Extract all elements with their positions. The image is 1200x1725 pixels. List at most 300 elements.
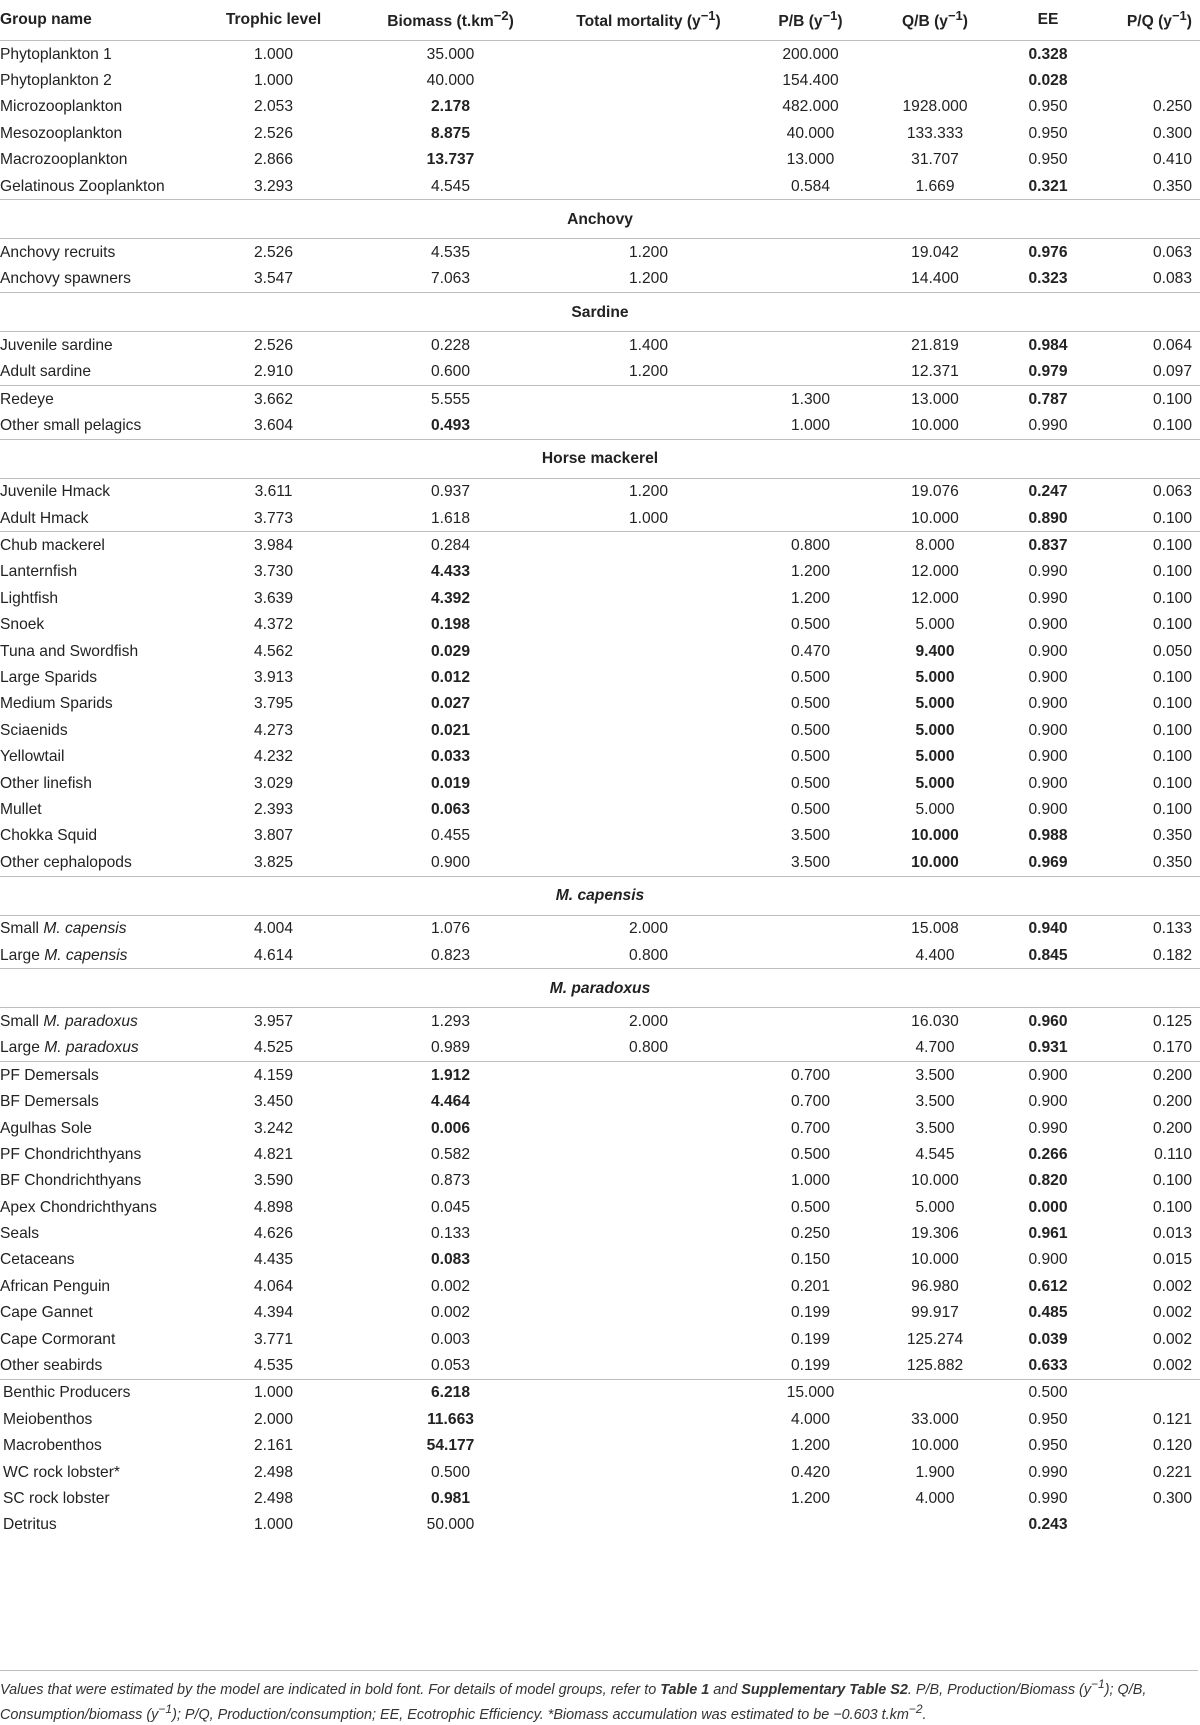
table-row: [0, 1512, 1200, 1538]
value-cell: 0.500: [430, 1463, 471, 1481]
group-name-cell: Apex Chondrichthyans: [0, 1198, 157, 1216]
table-row: [0, 585, 1200, 611]
value-cell: 14.400: [911, 270, 959, 288]
value-cell: 0.243: [1028, 1516, 1068, 1534]
table-row: [0, 1273, 1200, 1299]
value-cell: [549, 823, 748, 849]
value-cell: 12.371: [911, 363, 959, 381]
value-cell: 0.500: [790, 695, 831, 713]
value-cell: 0.500: [790, 774, 831, 792]
table-footnote: Values that were estimated by the model are indicated in bold font. For details of model groups, refer to Table 1 and Supplementary Table S2. P/B, Production/Biomass $(y^{-1})$; Q/B, Consumption/biomass $(y^{-1})$; P/Q, Production/consumption; EE, Ecotrophic Efficiency. *Biomass accumulation was estimated to be −0.603 $t.km^{-2}$.: [0, 1670, 1198, 1725]
value-cell: 0.979: [1028, 363, 1068, 381]
value-cell: 482.000: [782, 98, 839, 116]
value-cell: 35.000: [426, 45, 475, 63]
value-cell: 0.000: [1028, 1198, 1068, 1216]
value-cell: 0.937: [430, 483, 471, 501]
group-name-cell: Anchovy spawners: [0, 270, 131, 288]
value-cell: [748, 359, 873, 386]
group-name-cell: Phytoplankton 1: [0, 45, 112, 63]
value-cell: 0.002: [1152, 1357, 1192, 1375]
group-name-cell: Phytoplankton 2: [0, 72, 112, 90]
group-name-cell: Redeye: [0, 385, 195, 412]
value-cell: 0.900: [1028, 801, 1068, 818]
value-cell: 3.825: [253, 853, 294, 871]
value-cell: 0.063: [430, 801, 471, 818]
value-cell: 11.663: [427, 1410, 474, 1428]
value-cell: 0.125: [1152, 1012, 1192, 1030]
value-cell: 5.000: [915, 748, 955, 766]
value-cell: 0.120: [1152, 1437, 1192, 1455]
value-cell: 0.420: [790, 1463, 831, 1481]
value-cell: 33.000: [911, 1410, 959, 1428]
value-cell: 4.064: [253, 1277, 294, 1295]
table-row: [0, 532, 1200, 559]
group-name-cell: Lanternfish: [0, 563, 78, 581]
value-cell: 0.845: [1028, 946, 1068, 964]
value-cell: 0.015: [1152, 1251, 1192, 1269]
value-cell: [549, 147, 748, 173]
table-row: [0, 691, 1200, 717]
value-cell: 2.526: [253, 336, 294, 354]
value-cell: 5.000: [915, 616, 955, 634]
value-cell: [549, 120, 748, 146]
value-cell: 0.100: [1152, 801, 1192, 818]
value-cell: 4.433: [430, 563, 471, 581]
value-cell: 3.913: [253, 669, 294, 687]
value-cell: 0.500: [997, 1379, 1099, 1406]
value-cell: 0.900: [997, 1062, 1099, 1089]
column-header: Q/B $(y^{-1})$: [873, 0, 997, 41]
table-row: [0, 1300, 1200, 1326]
value-cell: 0.100: [1152, 695, 1192, 713]
value-cell: 0.900: [1028, 748, 1068, 766]
value-cell: [1099, 67, 1200, 93]
table-row: [0, 505, 1200, 532]
value-cell: 1.669: [915, 177, 955, 195]
value-cell: 0.170: [1152, 1039, 1192, 1057]
value-cell: 0.199: [790, 1304, 831, 1322]
value-cell: 1.000: [253, 1516, 294, 1534]
group-name-cell: BF Chondrichthyans: [0, 1172, 142, 1190]
group-name-cell: Microzooplankton: [0, 98, 123, 116]
value-cell: 0.900: [1028, 669, 1068, 687]
value-cell: 0.500: [790, 616, 831, 634]
value-cell: [549, 664, 748, 690]
value-cell: [549, 1485, 748, 1511]
value-cell: 99.917: [911, 1304, 959, 1322]
value-cell: 0.100: [1099, 532, 1200, 559]
value-cell: 0.350: [1152, 177, 1192, 195]
value-cell: 10.000: [911, 1437, 959, 1455]
value-cell: 3.984: [195, 532, 352, 559]
value-cell: 0.900: [1028, 695, 1068, 713]
value-cell: 0.410: [1152, 151, 1192, 169]
value-cell: 0.284: [352, 532, 549, 559]
value-cell: 4.372: [253, 616, 294, 634]
value-cell: [873, 41, 997, 68]
value-cell: 0.470: [790, 642, 831, 660]
value-cell: 0.328: [1028, 45, 1068, 63]
value-cell: 0.033: [430, 748, 471, 766]
group-name-cell: Macrozooplankton: [0, 151, 128, 169]
value-cell: 10.000: [911, 416, 959, 434]
value-cell: 0.981: [430, 1489, 471, 1507]
value-cell: 0.940: [1028, 920, 1068, 938]
value-cell: 3.604: [253, 416, 294, 434]
value-cell: 4.435: [253, 1251, 294, 1269]
value-cell: 0.201: [790, 1277, 831, 1295]
value-cell: 0.990: [1028, 1489, 1068, 1507]
section-header-row: [0, 200, 1200, 239]
value-cell: 15.000: [748, 1379, 873, 1406]
value-cell: 0.900: [1028, 1251, 1068, 1269]
group-name-cell: Medium Sparids: [0, 695, 113, 713]
value-cell: [549, 849, 748, 876]
value-cell: [549, 1352, 748, 1379]
value-cell: [549, 717, 748, 743]
value-cell: 5.000: [915, 774, 955, 792]
value-cell: 0.837: [997, 532, 1099, 559]
value-cell: 0.500: [790, 1198, 831, 1216]
value-cell: 40.000: [426, 72, 475, 90]
value-cell: [549, 796, 748, 822]
value-cell: [748, 478, 873, 505]
value-cell: 0.083: [430, 1251, 471, 1269]
value-cell: 7.063: [430, 270, 471, 288]
value-cell: [549, 1115, 748, 1141]
value-cell: [873, 1512, 997, 1538]
table-row: [0, 120, 1200, 146]
value-cell: 4.394: [253, 1304, 294, 1322]
value-cell: 19.042: [911, 243, 959, 261]
value-cell: [873, 67, 997, 93]
value-cell: 1.200: [790, 1437, 831, 1455]
value-cell: 0.300: [1152, 1489, 1192, 1507]
table-row: [0, 1433, 1200, 1459]
table-row: [0, 1247, 1200, 1273]
value-cell: [549, 1168, 748, 1194]
table-row: [0, 41, 1200, 68]
value-cell: 0.633: [1028, 1357, 1068, 1375]
table-row: [0, 1089, 1200, 1115]
value-cell: 0.182: [1152, 946, 1192, 964]
value-cell: 0.039: [1028, 1330, 1068, 1348]
value-cell: 1.912: [352, 1062, 549, 1089]
table-row: [0, 664, 1200, 690]
value-cell: [549, 1247, 748, 1273]
group-name-cell: SC rock lobster: [3, 1489, 110, 1507]
value-cell: 0.950: [1028, 124, 1068, 142]
value-cell: 1.900: [915, 1463, 955, 1481]
value-cell: 1.200: [790, 563, 831, 581]
value-cell: [748, 1512, 873, 1538]
value-cell: 0.200: [1099, 1062, 1200, 1089]
group-name-cell: Cape Cormorant: [0, 1330, 116, 1348]
value-cell: 0.003: [430, 1330, 471, 1348]
table-row: [0, 1326, 1200, 1352]
value-cell: 0.582: [430, 1145, 471, 1163]
value-cell: 0.100: [1152, 509, 1192, 527]
value-cell: 4.535: [253, 1357, 294, 1375]
value-cell: 2.526: [253, 243, 294, 261]
value-cell: 2.526: [253, 124, 294, 142]
value-cell: 0.823: [430, 946, 471, 964]
table-header-row: [0, 0, 1200, 41]
column-header: P/Q $(y^{-1})$: [1099, 0, 1200, 41]
value-cell: [549, 638, 748, 664]
value-cell: 0.100: [1152, 774, 1192, 792]
value-cell: 4.000: [790, 1410, 831, 1428]
section-header-row: [0, 293, 1200, 332]
value-cell: 0.950: [1028, 1437, 1068, 1455]
value-cell: 0.990: [1028, 1463, 1068, 1481]
value-cell: 10.000: [911, 853, 959, 871]
value-cell: [549, 532, 748, 559]
value-cell: 125.274: [906, 1330, 964, 1348]
section-label: M. paradoxus: [0, 969, 1200, 1008]
value-cell: 0.199: [790, 1330, 831, 1348]
value-cell: [549, 1300, 748, 1326]
group-name-cell: Adult sardine: [0, 363, 92, 381]
value-cell: 8.875: [430, 124, 471, 142]
value-cell: 0.900: [1028, 642, 1068, 660]
value-cell: 0.250: [1152, 98, 1192, 116]
value-cell: 0.900: [430, 853, 471, 871]
value-cell: 3.500: [873, 1062, 997, 1089]
value-cell: 4.464: [430, 1093, 471, 1111]
value-cell: 4.159: [195, 1062, 352, 1089]
table-row: [0, 478, 1200, 505]
value-cell: 0.990: [1028, 589, 1068, 607]
group-name-cell: Tuna and Swordfish: [0, 642, 139, 660]
value-cell: [549, 67, 748, 93]
value-cell: 0.121: [1152, 1410, 1192, 1428]
value-cell: 0.250: [790, 1225, 831, 1243]
table-row: [0, 770, 1200, 796]
value-cell: 40.000: [786, 124, 835, 142]
group-name-cell: Seals: [0, 1225, 40, 1243]
group-name-cell: Cape Gannet: [0, 1304, 93, 1322]
value-cell: 1928.000: [902, 98, 968, 116]
value-cell: [748, 942, 873, 969]
value-cell: 3.662: [195, 385, 352, 412]
table-row: [0, 1062, 1200, 1089]
value-cell: 0.700: [748, 1062, 873, 1089]
table-row: [0, 385, 1200, 412]
group-name-cell: Mesozooplankton: [0, 124, 123, 142]
value-cell: 0.100: [1152, 563, 1192, 581]
table-row: [0, 823, 1200, 849]
value-cell: 1.000: [253, 45, 294, 63]
value-cell: [549, 1220, 748, 1246]
value-cell: 0.028: [1028, 72, 1068, 90]
value-cell: 1.200: [790, 1489, 831, 1507]
value-cell: [549, 1062, 748, 1089]
table-row: [0, 239, 1200, 266]
value-cell: 0.199: [790, 1357, 831, 1375]
value-cell: 0.019: [430, 774, 471, 792]
table-row: [0, 559, 1200, 585]
table-row: [0, 359, 1200, 386]
value-cell: [549, 412, 748, 439]
value-cell: 0.100: [1152, 416, 1192, 434]
value-cell: 3.807: [253, 827, 294, 845]
group-name-cell: Snoek: [0, 616, 45, 634]
value-cell: 4.535: [430, 243, 471, 261]
value-cell: 0.050: [1152, 642, 1192, 660]
value-cell: [748, 915, 873, 942]
value-cell: [549, 94, 748, 120]
value-cell: 154.400: [782, 72, 839, 90]
group-name-cell: Detritus: [3, 1516, 57, 1534]
value-cell: 0.500: [790, 748, 831, 766]
column-header: Trophic level: [195, 0, 352, 41]
value-cell: 5.000: [915, 695, 955, 713]
value-cell: [549, 1326, 748, 1352]
value-cell: 3.029: [253, 774, 294, 792]
table-row: [0, 1115, 1200, 1141]
group-name-cell: Other small pelagics: [0, 416, 142, 434]
value-cell: 0.200: [1152, 1093, 1192, 1111]
value-cell: 6.218: [352, 1379, 549, 1406]
value-cell: 0.600: [430, 363, 471, 381]
table-row: [0, 942, 1200, 969]
value-cell: 4.232: [253, 748, 294, 766]
table-row: [0, 94, 1200, 120]
value-cell: 3.795: [253, 695, 294, 713]
value-cell: 0.500: [790, 721, 831, 739]
value-cell: 2.910: [253, 363, 294, 381]
value-cell: 4.545: [430, 177, 471, 195]
value-cell: 2.498: [253, 1463, 294, 1481]
value-cell: 0.350: [1152, 853, 1192, 871]
value-cell: 0.787: [997, 385, 1099, 412]
value-cell: 0.500: [790, 669, 831, 687]
table-row: [0, 915, 1200, 942]
group-name-cell: Mullet: [0, 801, 42, 818]
group-name-cell: African Penguin: [0, 1277, 111, 1295]
value-cell: [748, 239, 873, 266]
value-cell: 3.500: [790, 827, 831, 845]
column-header: Biomass $(t.km^{-2})$: [352, 0, 549, 41]
value-cell: 0.198: [430, 616, 471, 634]
value-cell: 0.961: [1028, 1225, 1068, 1243]
value-cell: 0.045: [430, 1198, 471, 1216]
value-cell: 0.976: [1028, 243, 1068, 261]
value-cell: 0.097: [1152, 363, 1192, 381]
value-cell: [748, 332, 873, 359]
value-cell: 10.000: [911, 509, 959, 527]
value-cell: 4.898: [253, 1198, 294, 1216]
column-header: Group name: [0, 0, 195, 41]
table-row: [0, 412, 1200, 439]
value-cell: 1.200: [628, 483, 669, 501]
group-name-cell: Small M. paradoxus: [0, 1012, 138, 1030]
value-cell: 0.323: [1028, 270, 1068, 288]
value-cell: 0.221: [1152, 1463, 1192, 1481]
value-cell: 0.950: [1028, 151, 1068, 169]
value-cell: 5.000: [915, 721, 955, 739]
value-cell: 0.900: [1028, 1093, 1068, 1111]
value-cell: 0.064: [1152, 336, 1192, 354]
value-cell: 1.000: [253, 72, 294, 90]
value-cell: 0.969: [1028, 853, 1068, 871]
value-cell: 4.400: [915, 946, 955, 964]
value-cell: 2.053: [253, 98, 294, 116]
value-cell: 0.228: [430, 336, 471, 354]
value-cell: [549, 173, 748, 200]
value-cell: 1.618: [430, 509, 471, 527]
value-cell: [1099, 41, 1200, 68]
value-cell: [549, 1512, 748, 1538]
group-name-cell: Large M. paradoxus: [0, 1039, 139, 1057]
value-cell: 0.100: [1099, 385, 1200, 412]
value-cell: 54.177: [426, 1437, 475, 1455]
value-cell: 0.900: [1028, 774, 1068, 792]
value-cell: 1.200: [628, 270, 669, 288]
value-cell: 3.611: [254, 483, 293, 501]
table-row: [0, 1220, 1200, 1246]
value-cell: 0.133: [1152, 920, 1192, 938]
value-cell: 1.200: [790, 589, 831, 607]
value-cell: 0.002: [1152, 1277, 1192, 1295]
value-cell: 21.819: [911, 336, 959, 354]
value-cell: 0.485: [1028, 1304, 1068, 1322]
table-row: [0, 1352, 1200, 1379]
column-header: P/B $(y^{-1})$: [748, 0, 873, 41]
value-cell: 4.614: [253, 946, 294, 964]
value-cell: 19.306: [911, 1225, 959, 1243]
value-cell: 2.178: [430, 98, 471, 116]
value-cell: 0.500: [790, 1145, 831, 1163]
value-cell: 12.000: [911, 589, 959, 607]
group-name-cell: Anchovy recruits: [0, 243, 116, 261]
value-cell: 0.002: [430, 1304, 471, 1322]
group-name-cell: Juvenile Hmack: [0, 483, 111, 501]
value-cell: 31.707: [911, 151, 959, 169]
table-row: [0, 1141, 1200, 1167]
value-cell: 3.590: [253, 1172, 294, 1190]
value-cell: 13.737: [426, 151, 475, 169]
value-cell: [549, 691, 748, 717]
value-cell: 133.333: [906, 124, 964, 142]
value-cell: 0.800: [748, 532, 873, 559]
value-cell: 0.100: [1152, 748, 1192, 766]
value-cell: [549, 585, 748, 611]
value-cell: 2.161: [253, 1437, 294, 1455]
value-cell: 4.821: [253, 1145, 294, 1163]
group-name-cell: Gelatinous Zooplankton: [0, 177, 165, 195]
value-cell: [549, 1194, 748, 1220]
value-cell: 0.266: [1028, 1145, 1068, 1163]
value-cell: [1099, 1379, 1200, 1406]
value-cell: 0.700: [790, 1093, 831, 1111]
group-name-cell: Lightfish: [0, 589, 59, 607]
value-cell: 4.273: [253, 721, 294, 739]
value-cell: 0.027: [430, 695, 471, 713]
value-cell: 0.321: [1028, 177, 1068, 195]
group-name-cell: Chokka Squid: [0, 827, 98, 845]
table-row: [0, 1168, 1200, 1194]
value-cell: 0.063: [1152, 243, 1192, 261]
value-cell: 2.498: [253, 1489, 294, 1507]
group-name-cell: Other seabirds: [0, 1357, 103, 1375]
value-cell: 10.000: [911, 827, 959, 845]
value-cell: 3.547: [253, 270, 294, 288]
value-cell: [549, 1406, 748, 1432]
value-cell: 0.960: [1028, 1012, 1068, 1030]
table-row: [0, 1406, 1200, 1432]
